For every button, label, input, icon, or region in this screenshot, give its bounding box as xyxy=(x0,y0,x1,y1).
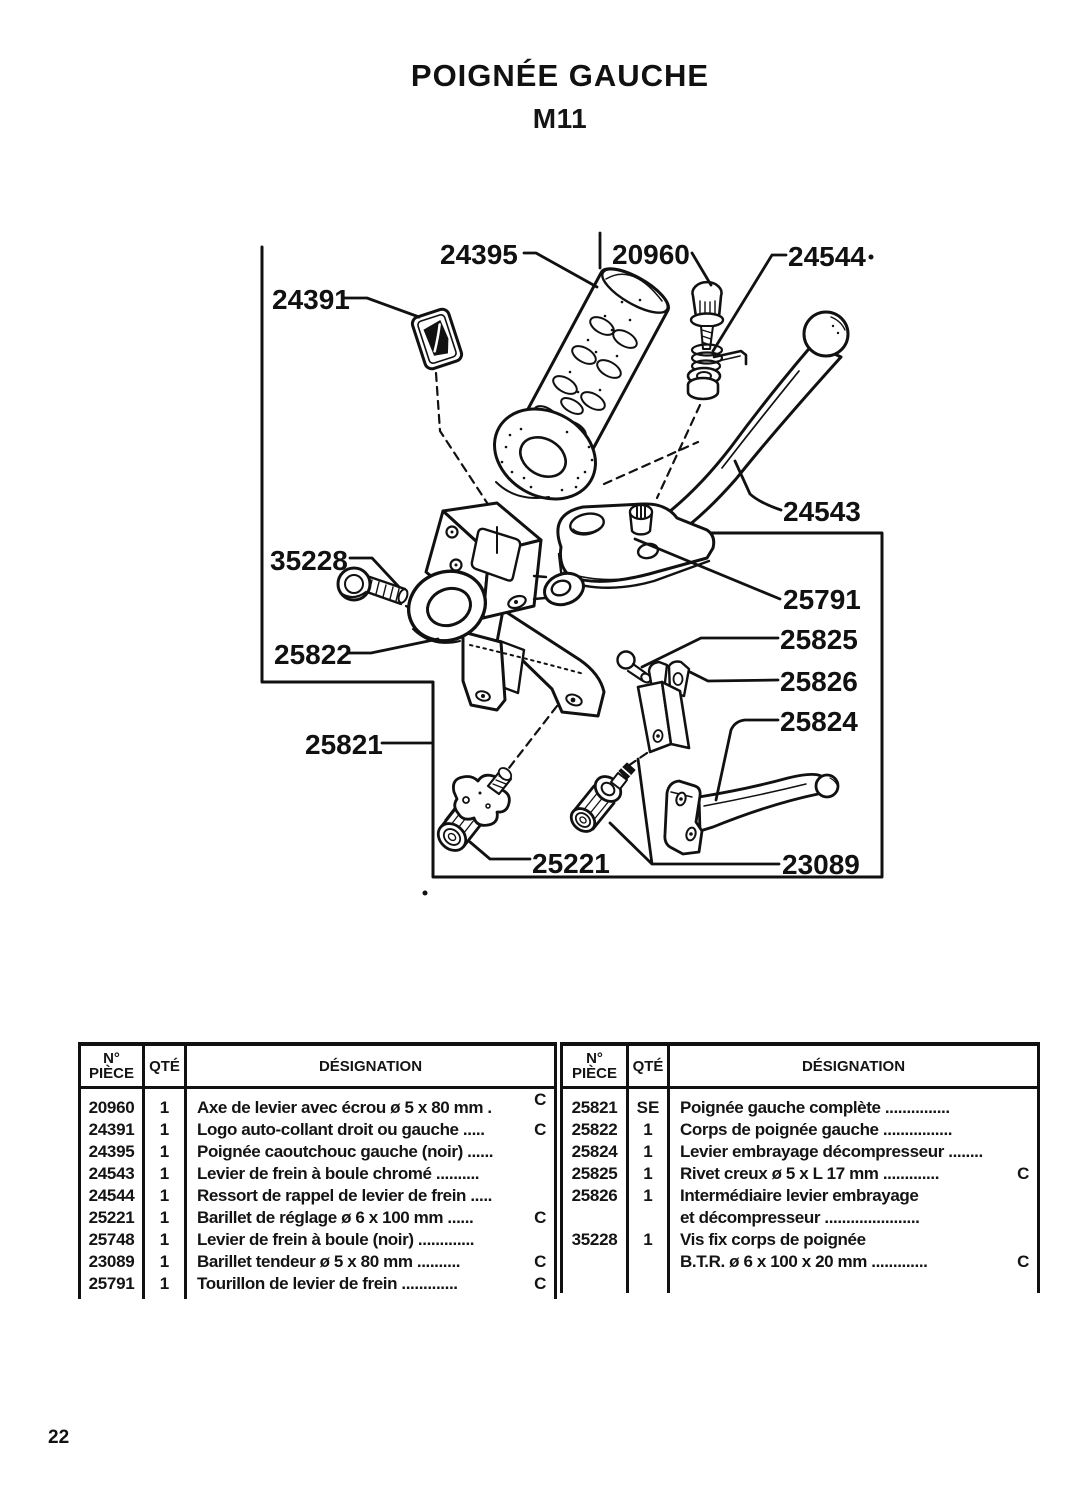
c-mark: C xyxy=(1017,1252,1029,1271)
designation-cell xyxy=(186,1088,556,1120)
part-label-20960: 20960 xyxy=(612,239,690,270)
part-rivet-25825 xyxy=(618,652,653,685)
designation-cell xyxy=(186,1229,556,1251)
part-number-cell: 24543 xyxy=(88,1164,135,1183)
part-number-cell: 20960 xyxy=(88,1098,135,1117)
part-number-cell: 25821 xyxy=(571,1098,618,1117)
qty-cell xyxy=(628,1251,669,1273)
designation-cell xyxy=(669,1207,1039,1229)
designation-text: Poignée caoutchouc gauche (noir) ...... xyxy=(197,1142,494,1161)
header-qty: QTÉ xyxy=(628,1044,669,1088)
designation-cell xyxy=(186,1273,556,1295)
leader-24395 xyxy=(524,253,597,287)
leader-25221 xyxy=(470,842,530,859)
qty-cell: 1 xyxy=(144,1119,186,1141)
table-row xyxy=(562,1207,1039,1229)
designation-text: B.T.R. ø 6 x 100 x 20 mm ............. xyxy=(680,1252,928,1271)
designation-text: Levier embrayage décompresseur ........ xyxy=(680,1142,983,1161)
table-row xyxy=(80,1229,556,1251)
designation-cell xyxy=(669,1163,1039,1185)
qty-cell: 1 xyxy=(628,1229,669,1251)
parts-table-right xyxy=(560,1042,1040,1293)
header-part-number xyxy=(80,1044,144,1088)
designation-text: Levier de frein à boule (noir) ............. xyxy=(197,1230,475,1249)
table-row xyxy=(80,1207,556,1229)
designation-text: et décompresseur ...................... xyxy=(680,1208,920,1227)
part-label-25826: 25826 xyxy=(780,666,858,697)
part-number-cell: 35228 xyxy=(571,1230,618,1249)
part-number-cell: 25825 xyxy=(571,1164,618,1183)
part-number-cell: 25822 xyxy=(571,1120,618,1139)
filler xyxy=(80,1295,144,1299)
designation-cell xyxy=(669,1185,1039,1207)
c-mark: C xyxy=(534,1274,546,1293)
table-row xyxy=(562,1163,1039,1185)
c-mark: C xyxy=(534,1252,546,1271)
part-number-cell: 25824 xyxy=(571,1142,618,1161)
filler xyxy=(669,1273,1039,1293)
leader-24544 xyxy=(713,255,786,351)
qty-cell: 1 xyxy=(144,1207,186,1229)
designation-text: Corps de poignée gauche ................ xyxy=(680,1120,953,1139)
table-row xyxy=(562,1088,1039,1120)
part-number-cell xyxy=(562,1207,628,1229)
part-label-25822: 25822 xyxy=(274,639,352,670)
header-designation: DÉSIGNATION xyxy=(186,1044,556,1088)
designation-text: Barillet tendeur ø 5 x 80 mm .......... xyxy=(197,1252,461,1271)
part-label-23089: 23089 xyxy=(782,849,860,880)
header-part-number xyxy=(562,1044,628,1088)
qty-cell: 1 xyxy=(144,1229,186,1251)
designation-cell xyxy=(669,1141,1039,1163)
qty-cell: 1 xyxy=(144,1185,186,1207)
table-row xyxy=(562,1141,1039,1163)
table-row xyxy=(80,1163,556,1185)
designation-text: Ressort de rappel de levier de frein ..... xyxy=(197,1186,492,1205)
table-header-row xyxy=(80,1044,556,1088)
page-title: POIGNÉE GAUCHE xyxy=(410,58,710,93)
table-row xyxy=(562,1185,1039,1207)
part-grip-24395 xyxy=(478,261,673,517)
designation-text: Barillet de réglage ø 6 x 100 mm ...... xyxy=(197,1208,474,1227)
parts-table-left xyxy=(78,1042,557,1299)
part-tension-barrel-23089 xyxy=(567,763,635,836)
model-code: M11 xyxy=(532,103,588,134)
leader-24391 xyxy=(344,298,419,317)
print-dot-1 xyxy=(869,255,874,260)
c-mark: C xyxy=(534,1120,546,1139)
part-label-24395: 24395 xyxy=(440,239,518,270)
qty-cell: 1 xyxy=(144,1163,186,1185)
part-number-cell: 24395 xyxy=(88,1142,135,1161)
part-label-25821: 25821 xyxy=(305,729,383,760)
c-mark: C xyxy=(534,1208,546,1227)
designation-cell xyxy=(186,1251,556,1273)
part-number-cell: 25791 xyxy=(88,1274,135,1293)
qty-cell xyxy=(628,1207,669,1229)
table-row xyxy=(80,1141,556,1163)
header-part-line1: N° xyxy=(103,1050,120,1067)
qty-cell: SE xyxy=(628,1088,669,1120)
header-qty: QTÉ xyxy=(144,1044,186,1088)
designation-text: Vis fix corps de poignée xyxy=(680,1230,866,1249)
table-row xyxy=(562,1119,1039,1141)
leader-25822 xyxy=(349,639,438,653)
header-part-line2: PIÈCE xyxy=(88,1065,134,1082)
table-row xyxy=(80,1088,556,1120)
designation-cell xyxy=(186,1141,556,1163)
designation-text: Intermédiaire levier embrayage xyxy=(680,1186,919,1205)
part-number-cell xyxy=(562,1251,628,1273)
qty-cell: 1 xyxy=(144,1251,186,1273)
designation-cell xyxy=(186,1119,556,1141)
designation-cell xyxy=(186,1185,556,1207)
filler xyxy=(562,1273,628,1293)
header-part-line2: PIÈCE xyxy=(571,1065,617,1082)
table-header-row xyxy=(562,1044,1039,1088)
table-row xyxy=(562,1251,1039,1273)
table-row xyxy=(80,1251,556,1273)
qty-cell: 1 xyxy=(628,1141,669,1163)
qty-cell: 1 xyxy=(628,1119,669,1141)
part-label-24543: 24543 xyxy=(783,496,861,527)
header-designation: DÉSIGNATION xyxy=(669,1044,1039,1088)
designation-text: Logo auto-collant droit ou gauche ..... xyxy=(197,1120,485,1139)
part-label-24544: 24544 xyxy=(788,241,866,272)
part-number-cell: 23089 xyxy=(88,1252,135,1271)
filler xyxy=(628,1273,669,1293)
part-number-cell: 25748 xyxy=(88,1230,135,1249)
table-filler-row xyxy=(80,1295,556,1299)
part-axle-20960 xyxy=(691,282,723,371)
qty-cell: 1 xyxy=(628,1163,669,1185)
part-number-cell: 24391 xyxy=(88,1120,135,1139)
designation-text: Tourillon de levier de frein ............. xyxy=(197,1274,458,1293)
designation-text: Levier de frein à boule chromé .......... xyxy=(197,1164,480,1183)
part-decomp-lever-25824 xyxy=(665,774,838,854)
qty-cell: 1 xyxy=(144,1141,186,1163)
part-axle-washer-nut xyxy=(688,368,720,399)
page-number: 22 xyxy=(48,1427,70,1448)
filler xyxy=(144,1295,186,1299)
part-label-24391: 24391 xyxy=(272,284,350,315)
qty-cell: 1 xyxy=(144,1273,186,1295)
table-row xyxy=(80,1273,556,1295)
designation-cell xyxy=(669,1088,1039,1120)
leader-25826 xyxy=(690,672,778,681)
leader-20960 xyxy=(692,253,711,285)
qty-cell: 1 xyxy=(144,1088,186,1120)
filler xyxy=(186,1295,556,1299)
part-label-25221: 25221 xyxy=(532,848,610,879)
part-adjuster-25221 xyxy=(433,766,514,856)
designation-cell xyxy=(669,1119,1039,1141)
designation-text: Poignée gauche complète ............... xyxy=(680,1098,950,1117)
designation-cell xyxy=(186,1207,556,1229)
designation-text: Axe de levier avec écrou ø 5 x 80 mm . xyxy=(197,1098,492,1117)
header-part-line1: N° xyxy=(586,1050,603,1067)
print-dot-2 xyxy=(423,891,428,896)
table-filler-row xyxy=(562,1273,1039,1293)
part-number-cell: 25221 xyxy=(88,1208,135,1227)
c-mark: C xyxy=(534,1090,546,1109)
qty-cell: 1 xyxy=(628,1185,669,1207)
designation-cell xyxy=(186,1163,556,1185)
designation-cell xyxy=(669,1251,1039,1273)
part-label-25824: 25824 xyxy=(780,706,858,737)
part-label-25791: 25791 xyxy=(783,584,861,615)
designation-text: Rivet creux ø 5 x L 17 mm ............. xyxy=(680,1164,940,1183)
table-row xyxy=(80,1185,556,1207)
part-number-cell: 24544 xyxy=(88,1186,135,1205)
part-tourillon-25791 xyxy=(630,505,652,534)
part-label-25825: 25825 xyxy=(780,624,858,655)
table-row xyxy=(562,1229,1039,1251)
part-number-cell: 25826 xyxy=(571,1186,618,1205)
part-label-35228: 35228 xyxy=(270,545,348,576)
c-mark: C xyxy=(1017,1164,1029,1183)
table-row xyxy=(80,1119,556,1141)
designation-cell xyxy=(669,1229,1039,1251)
